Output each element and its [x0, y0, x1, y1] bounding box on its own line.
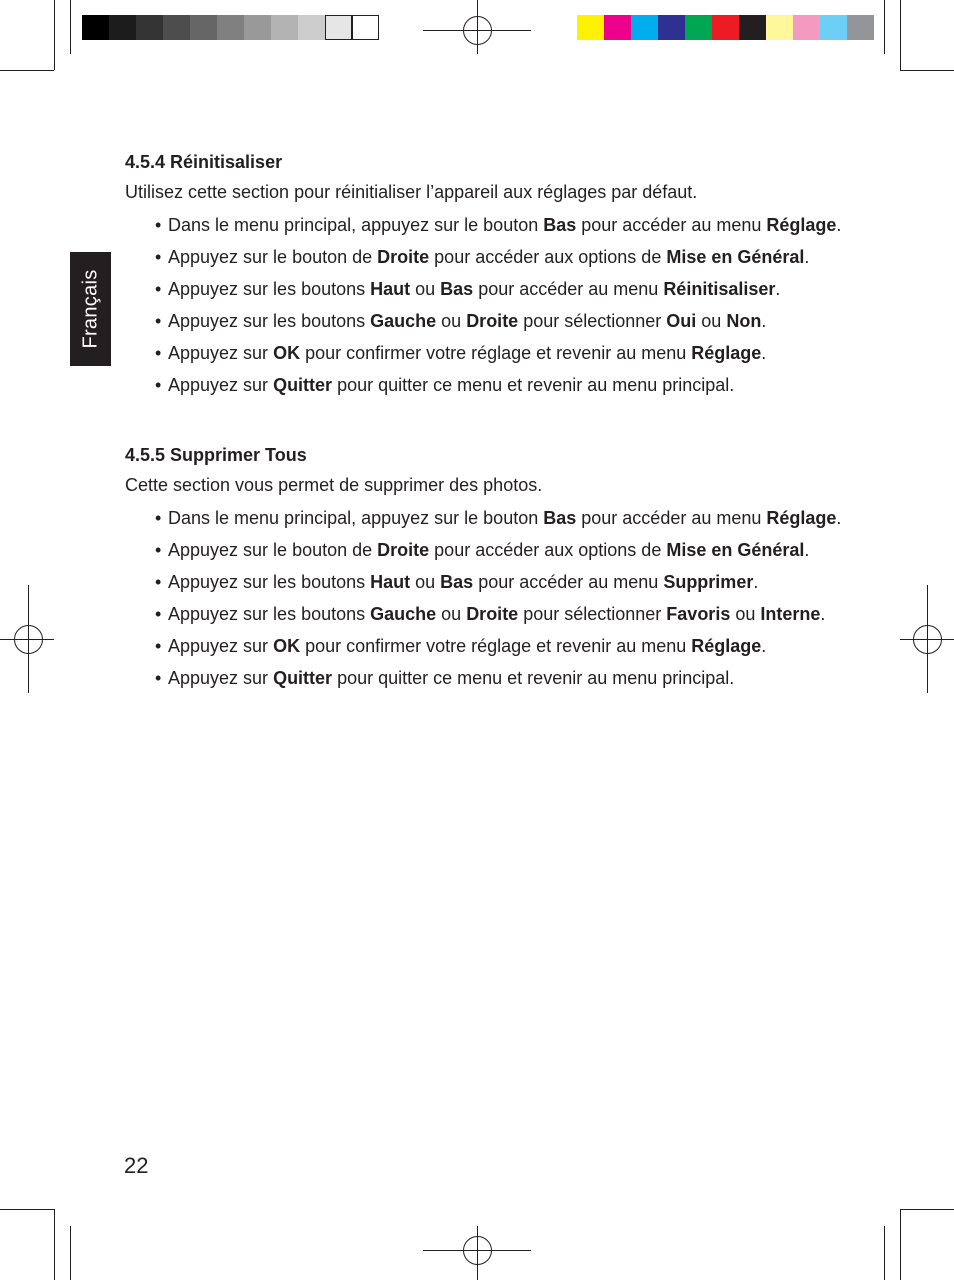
list-text: . — [836, 215, 842, 235]
list-item — [125, 244, 845, 271]
list-item — [125, 633, 845, 660]
emphasized-term: OK — [273, 636, 301, 656]
page-content — [125, 150, 845, 697]
color-swatch — [604, 15, 631, 40]
bullet-icon: • — [155, 375, 162, 395]
list-text: pour quitter ce menu et revenir au menu principal. — [332, 668, 735, 688]
color-swatch — [217, 15, 244, 40]
emphasized-term: Droite — [466, 604, 519, 624]
list-text: ou — [436, 604, 467, 624]
list-text: Appuyez sur — [168, 636, 274, 656]
section-supprimer-tous — [125, 443, 845, 692]
emphasized-term: Bas — [440, 572, 474, 592]
color-swatch — [766, 15, 793, 40]
emphasized-term: Oui — [666, 311, 697, 331]
emphasized-term: Gauche — [370, 604, 437, 624]
page-number: 22 — [124, 1153, 149, 1178]
instruction-list — [125, 505, 845, 692]
list-text: . — [804, 540, 810, 560]
emphasized-term: Réinitisaliser — [663, 279, 776, 299]
emphasized-term: Réglage — [766, 508, 837, 528]
list-text: . — [761, 343, 767, 363]
bullet-icon: • — [155, 540, 162, 560]
bullet-icon: • — [155, 247, 162, 267]
emphasized-term: Supprimer — [663, 572, 754, 592]
list-text: ou — [696, 311, 727, 331]
list-text: . — [761, 311, 767, 331]
list-text: Appuyez sur — [168, 375, 274, 395]
list-text: Appuyez sur les boutons — [168, 604, 371, 624]
emphasized-term: Quitter — [273, 668, 333, 688]
bullet-icon: • — [155, 636, 162, 656]
emphasized-term: Interne — [760, 604, 821, 624]
emphasized-term: Non — [726, 311, 762, 331]
list-text: Dans le menu principal, appuyez sur le bouton — [168, 508, 544, 528]
emphasized-term: Réglage — [691, 343, 762, 363]
language-tab-label: Français — [79, 269, 101, 349]
list-text: . — [753, 572, 759, 592]
color-swatch — [325, 15, 352, 40]
color-swatch — [352, 15, 379, 40]
color-swatch — [190, 15, 217, 40]
list-text: pour sélectionner — [518, 604, 667, 624]
list-text: pour accéder au menu — [576, 215, 767, 235]
bullet-icon: • — [155, 215, 162, 235]
list-text: pour confirmer votre réglage et revenir au menu — [300, 343, 692, 363]
bullet-icon: • — [155, 572, 162, 592]
emphasized-term: Haut — [370, 279, 411, 299]
color-swatch — [298, 15, 325, 40]
color-swatch — [739, 15, 766, 40]
section-heading: 4.5.5 Supprimer Tous — [125, 445, 307, 465]
list-text: Appuyez sur — [168, 343, 274, 363]
bullet-icon: • — [155, 311, 162, 331]
color-swatch — [244, 15, 271, 40]
list-item — [125, 212, 845, 239]
list-text: Appuyez sur le bouton de — [168, 540, 378, 560]
color-swatch — [847, 15, 874, 40]
list-text: pour accéder au menu — [473, 279, 664, 299]
color-swatch — [685, 15, 712, 40]
bullet-icon: • — [155, 668, 162, 688]
emphasized-term: OK — [273, 343, 301, 363]
list-text: pour accéder au menu — [576, 508, 767, 528]
list-text: . — [820, 604, 826, 624]
registration-mark-top — [423, 0, 531, 54]
registration-mark-right — [900, 585, 954, 693]
list-text: . — [775, 279, 781, 299]
list-item — [125, 372, 845, 399]
language-tab — [70, 252, 111, 366]
list-text: ou — [730, 604, 761, 624]
list-text: Appuyez sur le bouton de — [168, 247, 378, 267]
list-text: . — [836, 508, 842, 528]
emphasized-term: Droite — [466, 311, 519, 331]
list-text: pour confirmer votre réglage et revenir au menu — [300, 636, 692, 656]
color-swatch — [163, 15, 190, 40]
list-text: Appuyez sur les boutons — [168, 311, 371, 331]
color-swatch — [136, 15, 163, 40]
list-text: pour sélectionner — [518, 311, 667, 331]
emphasized-term: Réglage — [691, 636, 762, 656]
emphasized-term: Mise en Général — [666, 540, 805, 560]
list-text: ou — [410, 279, 441, 299]
emphasized-term: Droite — [377, 247, 430, 267]
list-text: ou — [410, 572, 441, 592]
emphasized-term: Réglage — [766, 215, 837, 235]
list-item — [125, 665, 845, 692]
bullet-icon: • — [155, 508, 162, 528]
list-item — [125, 340, 845, 367]
emphasized-term: Droite — [377, 540, 430, 560]
list-item — [125, 276, 845, 303]
list-text: Appuyez sur les boutons — [168, 572, 371, 592]
emphasized-term: Quitter — [273, 375, 333, 395]
section-reinitialiser — [125, 150, 845, 399]
list-text: pour quitter ce menu et revenir au menu principal. — [332, 375, 735, 395]
list-item — [125, 537, 845, 564]
color-swatch — [109, 15, 136, 40]
list-text: Appuyez sur — [168, 668, 274, 688]
list-text: pour accéder aux options de — [429, 540, 667, 560]
list-item — [125, 505, 845, 532]
list-text: Appuyez sur les boutons — [168, 279, 371, 299]
color-swatch — [712, 15, 739, 40]
color-swatch — [793, 15, 820, 40]
emphasized-term: Favoris — [666, 604, 731, 624]
color-swatch — [271, 15, 298, 40]
color-swatch — [631, 15, 658, 40]
section-intro: Cette section vous permet de supprimer des photos. — [125, 475, 543, 495]
section-intro: Utilisez cette section pour réinitialiser l’appareil aux réglages par défaut. — [125, 182, 698, 202]
color-swatch — [82, 15, 109, 40]
list-text: pour accéder au menu — [473, 572, 664, 592]
color-swatch — [820, 15, 847, 40]
emphasized-term: Bas — [543, 508, 577, 528]
bullet-icon: • — [155, 604, 162, 624]
section-heading: 4.5.4 Réinitisaliser — [125, 152, 283, 172]
color-swatch — [658, 15, 685, 40]
bullet-icon: • — [155, 279, 162, 299]
registration-mark-bottom — [423, 1226, 531, 1280]
emphasized-term: Haut — [370, 572, 411, 592]
registration-mark-left — [0, 585, 54, 693]
emphasized-term: Gauche — [370, 311, 437, 331]
emphasized-term: Bas — [440, 279, 474, 299]
emphasized-term: Bas — [543, 215, 577, 235]
color-swatch — [577, 15, 604, 40]
bullet-icon: • — [155, 343, 162, 363]
instruction-list — [125, 212, 845, 399]
list-item — [125, 569, 845, 596]
list-item — [125, 601, 845, 628]
list-text: . — [804, 247, 810, 267]
list-item — [125, 308, 845, 335]
list-text: ou — [436, 311, 467, 331]
list-text: . — [761, 636, 767, 656]
list-text: Dans le menu principal, appuyez sur le bouton — [168, 215, 544, 235]
list-text: pour accéder aux options de — [429, 247, 667, 267]
emphasized-term: Mise en Général — [666, 247, 805, 267]
